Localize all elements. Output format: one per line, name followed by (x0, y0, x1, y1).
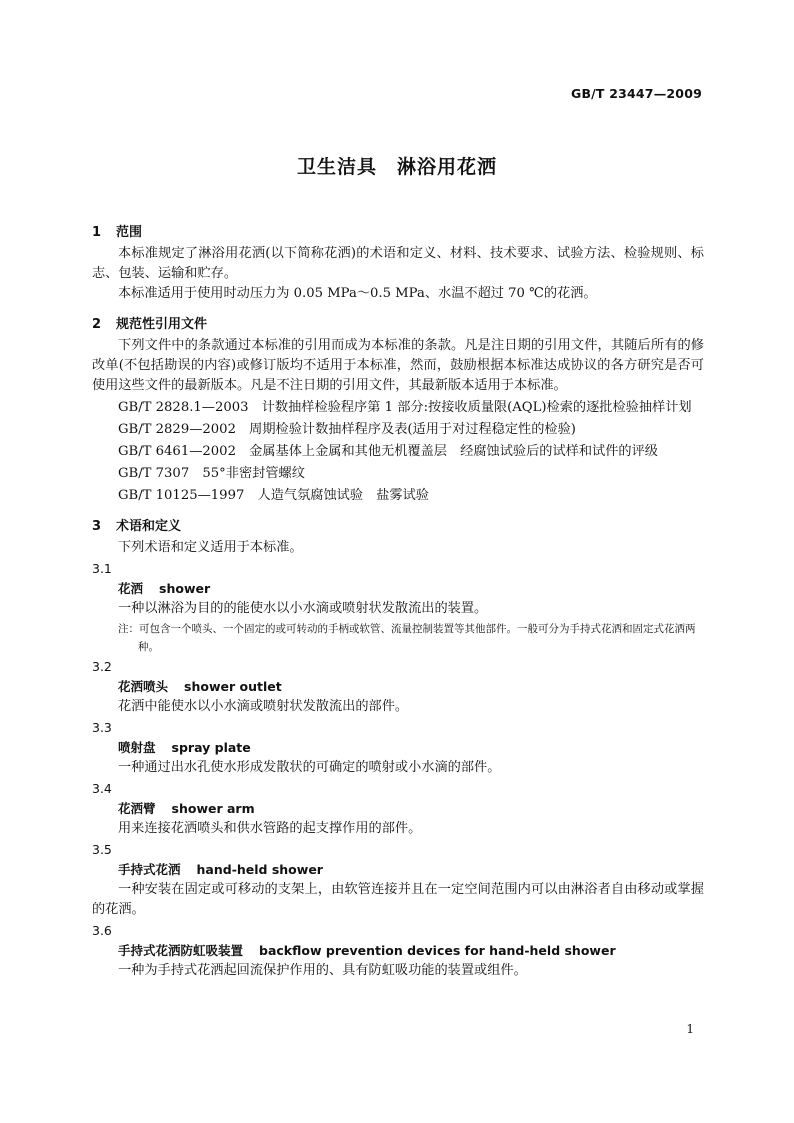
scope-paragraph-2: 本标准适用于使用时动压力为 0.05 MPa～0.5 MPa、水温不超过 70 ℃的花洒。 (118, 286, 597, 301)
term-definition: 一种为手持式花洒起回流保护作用的、具有防虹吸功能的装置或组件。 (118, 963, 527, 978)
term-entry (92, 657, 704, 717)
section-heading-terms-definitions: 3 术语和定义 (92, 519, 182, 534)
term-number: 3.1 (92, 561, 112, 576)
term-definition: 花洒中能使水以小水滴或喷射状发散流出的部件。 (118, 699, 409, 714)
references-intro: 下列文件中的条款通过本标准的引用而成为本标准的条款。凡是注日期的引用文件，其随后所有的修改单(不包括勘误的内容)或修订版均不适用于本标准，然而，鼓励根据本标准达成协议的各方研究是否可使用这些文件的最新版本。凡是不注日期的引用文件，其最新版本适用于本标准。 (92, 338, 704, 393)
reference-item: GB/T 2829—2002 周期检验计数抽样程序及表(适用于对过程稳定性的检验) (118, 422, 576, 437)
term-name: 花洒臂 shower arm (118, 801, 255, 816)
term-name: 花洒 shower (118, 581, 211, 596)
document-title: 卫生洁具 淋浴用花洒 (296, 156, 497, 178)
reference-item: GB/T 2828.1—2003 计数抽样检验程序第 1 部分:按接收质量限(AQL)检索的逐批检验抽样计划 (118, 400, 692, 415)
reference-item: GB/T 10125—1997 人造气氛腐蚀试验 盐雾试验 (118, 488, 429, 503)
reference-item: GB/T 7307 55°非密封管螺纹 (118, 466, 305, 481)
term-number: 3.3 (92, 720, 112, 735)
term-definition: 用来连接花洒喷头和供水管路的起支撑作用的部件。 (118, 821, 422, 836)
reference-item: GB/T 6461—2002 金属基体上金属和其他无机覆盖层 经腐蚀试验后的试样和试件的评级 (118, 444, 658, 459)
term-name: 手持式花洒防虹吸装置 backflow prevention devices for hand-held shower (118, 943, 616, 958)
term-name: 花洒喷头 shower outlet (118, 679, 282, 694)
term-entry (92, 718, 704, 778)
term-definition: 一种安装在固定或可移动的支架上，由软管连接并且在一定空间范围内可以由淋浴者自由移动或掌握的花洒。 (92, 882, 704, 917)
term-name: 喷射盘 spray plate (118, 740, 251, 755)
term-entry (92, 779, 704, 839)
term-number: 3.6 (92, 923, 112, 938)
term-name: 手持式花洒 hand-held shower (118, 862, 323, 877)
term-entry (92, 559, 704, 656)
term-note: 注：可包含一个喷头、一个固定的或可转动的手柄或软管、流量控制装置等其他部件。一般可分为手持式花洒和固定式花洒两种。 (118, 623, 696, 653)
term-number: 3.5 (92, 842, 112, 857)
term-definition: 一种以淋浴为目的的能使水以小水滴或喷射状发散流出的装置。 (118, 601, 488, 616)
page-number: 1 (686, 1022, 694, 1036)
term-entry (92, 840, 704, 920)
term-definition: 一种通过出水孔使水形成发散状的可确定的喷射或小水滴的部件。 (118, 760, 501, 775)
term-number: 3.2 (92, 659, 112, 674)
term-entry (92, 921, 704, 981)
document-body (92, 222, 704, 981)
terms-intro: 下列术语和定义适用于本标准。 (118, 540, 303, 555)
section-heading-normative-references: 2 规范性引用文件 (92, 317, 208, 332)
standard-code: GB/T 23447—2009 (570, 86, 702, 101)
scope-paragraph-1: 本标准规定了淋浴用花洒(以下简称花洒)的术语和定义、材料、技术要求、试验方法、检验规则、标志、包装、运输和贮存。 (92, 246, 704, 281)
term-number: 3.4 (92, 781, 112, 796)
section-heading-scope: 1 范围 (92, 225, 143, 240)
